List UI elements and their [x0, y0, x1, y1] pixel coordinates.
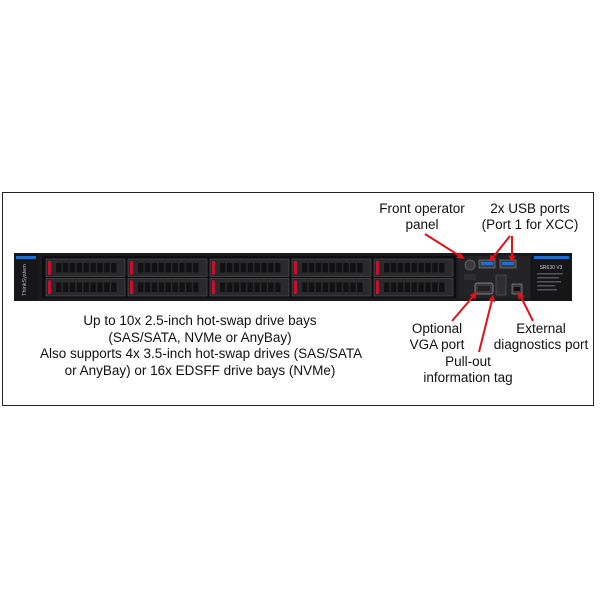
drive-bay	[128, 279, 207, 297]
label-external-diagnostics-port: External diagnostics port	[493, 321, 589, 352]
label-optional-vga-port: Optional VGA port	[409, 321, 465, 352]
drive-note-line: (SAS/SATA, NVMe or AnyBay)	[108, 329, 292, 345]
power-button	[465, 260, 475, 270]
drive-bay	[374, 259, 453, 277]
model-label: SR630 V3	[539, 265, 563, 271]
drive-bay	[210, 279, 289, 297]
drive-bay	[210, 259, 289, 277]
drive-bay	[128, 259, 207, 277]
drive-note-line: or AnyBay) or 16x EDSFF drive bays (NVMe)	[64, 362, 336, 378]
drive-bays-note	[40, 313, 363, 379]
label-usb-ports: 2x USB ports (Port 1 for XCC)	[481, 201, 579, 232]
left-ear-accent	[16, 256, 36, 259]
drive-note-line: Also supports 4x 3.5-inch hot-swap drives (SAS/SATA	[40, 346, 363, 361]
right-ear-accent	[534, 256, 569, 259]
drive-bay	[46, 279, 125, 297]
pullout-information-tag	[496, 275, 506, 295]
brand-label: ThinkSystem	[22, 264, 28, 296]
drive-bay	[292, 259, 371, 277]
label-pullout-information-tag: Pull-out information tag	[423, 354, 513, 385]
drive-bay	[292, 279, 371, 297]
operator-panel-leds	[464, 274, 476, 280]
drive-bay	[374, 279, 453, 297]
drive-bay	[46, 259, 125, 277]
label-front-operator-panel: Front operator panel	[379, 201, 465, 232]
drive-note-line: Up to 10x 2.5-inch hot-swap drive bays	[83, 313, 317, 328]
